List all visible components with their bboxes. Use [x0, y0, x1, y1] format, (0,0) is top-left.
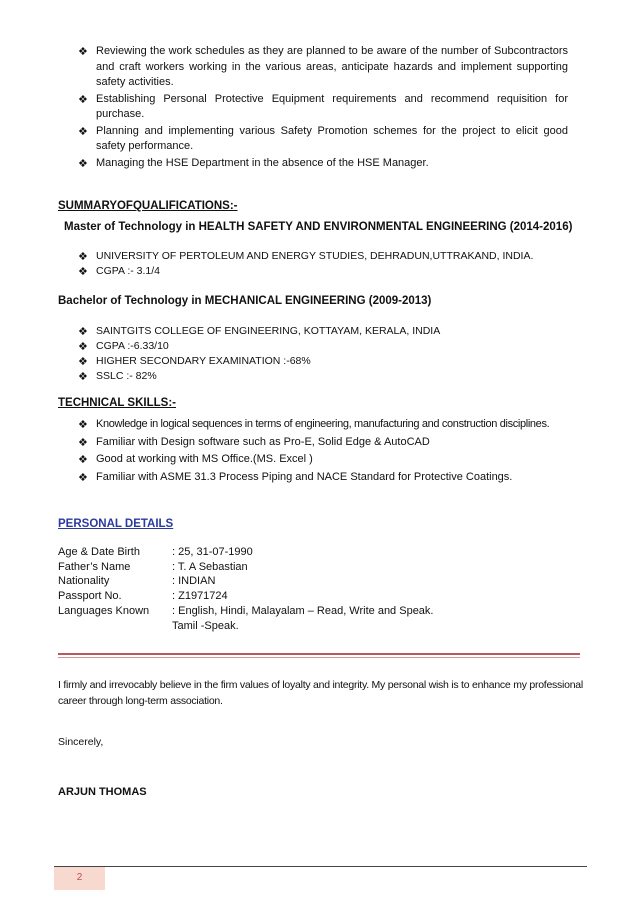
personal-label: Father’s Name — [58, 561, 131, 573]
list-item: ❖ Reviewing the work schedules as they are planned to be aware of the number of Subcontractors and craft workers working in the various areas, anticipate hazards and implement supporting safety activities. — [78, 45, 568, 88]
personal-label: Languages Known — [58, 605, 150, 617]
list-item: ❖ Familiar with Design software such as Pro-E, Solid Edge & AutoCAD — [78, 435, 430, 449]
footer-rule — [54, 866, 587, 867]
personal-label: Nationality — [58, 575, 110, 587]
diamond-bullet-icon: ❖ — [78, 418, 88, 431]
section-divider — [58, 653, 580, 655]
signature-name: ARJUN THOMAS — [58, 786, 147, 798]
list-item: ❖ Knowledge in logical sequences in terms of engineering, manufacturing and construction disciplines. — [78, 418, 550, 431]
diamond-bullet-icon: ❖ — [78, 265, 88, 278]
personal-label: Passport No. — [58, 590, 122, 602]
closing-text: Sincerely, — [58, 736, 104, 748]
diamond-bullet-icon: ❖ — [78, 92, 88, 106]
list-item: ❖ HIGHER SECONDARY EXAMINATION :-68% — [78, 355, 311, 368]
masters-title: Master of Technology in HEALTH SAFETY AND ENVIRONMENTAL ENGINEERING (2014-2016) — [64, 221, 573, 233]
diamond-bullet-icon: ❖ — [78, 340, 88, 353]
list-item: ❖ UNIVERSITY OF PERTOLEUM AND ENERGY STUDIES, DEHRADUN,UTTRAKAND, INDIA. — [78, 250, 534, 263]
list-item: ❖ SAINTGITS COLLEGE OF ENGINEERING, KOTTAYAM, KERALA, INDIA — [78, 325, 441, 338]
list-item: ❖ Managing the HSE Department in the absence of the HSE Manager. — [78, 156, 429, 170]
duties-list — [78, 44, 568, 171]
list-item: ❖ Establishing Personal Protective Equipment requirements and recommend requisition for purchase. — [78, 92, 568, 120]
list-item: ❖ CGPA :-6.33/10 — [78, 340, 169, 353]
personal-value: : English, Hindi, Malayalam – Read, Write and Speak. — [172, 605, 434, 617]
personal-value: : INDIAN — [172, 575, 216, 587]
diamond-bullet-icon: ❖ — [78, 325, 88, 338]
bachelors-list — [78, 324, 578, 384]
list-item: ❖ SSLC :- 82% — [78, 370, 157, 383]
list-item: ❖ Good at working with MS Office.(MS. Excel ) — [78, 453, 313, 466]
diamond-bullet-icon: ❖ — [78, 355, 88, 368]
diamond-bullet-icon: ❖ — [78, 470, 88, 484]
technical-skills-heading: TECHNICAL SKILLS:- — [58, 397, 176, 409]
diamond-bullet-icon: ❖ — [78, 250, 88, 263]
personal-value: : Z1971724 — [172, 590, 228, 602]
diamond-bullet-icon: ❖ — [78, 435, 88, 449]
diamond-bullet-icon: ❖ — [78, 45, 88, 58]
personal-value: Tamil -Speak. — [172, 620, 239, 632]
masters-list — [78, 249, 578, 279]
personal-value: : 25, 31-07-1990 — [172, 546, 253, 558]
list-item: ❖ Familiar with ASME 31.3 Process Piping and NACE Standard for Protective Coatings. — [78, 470, 513, 484]
diamond-bullet-icon: ❖ — [78, 124, 88, 138]
bachelors-title: Bachelor of Technology in MECHANICAL ENGINEERING (2009-2013) — [58, 295, 432, 307]
diamond-bullet-icon: ❖ — [78, 453, 88, 466]
personal-value: : T. A Sebastian — [172, 561, 248, 573]
qualifications-heading: SUMMARYOFQUALIFICATIONS:- — [58, 200, 238, 212]
list-item: ❖ CGPA :- 3.1/4 — [78, 265, 160, 278]
page-number-box — [54, 867, 105, 890]
technical-skills-list — [78, 417, 568, 485]
page-number: 2 — [76, 872, 83, 883]
declaration-text: I firmly and irrevocably believe in the firm values of loyalty and integrity. My personal wish is to enhance my professional career through long-term association. — [58, 679, 583, 707]
diamond-bullet-icon: ❖ — [78, 370, 88, 383]
list-item: ❖ Planning and implementing various Safety Promotion schemes for the project to elicit good safety performance. — [78, 124, 568, 152]
section-divider-thin — [58, 657, 580, 658]
diamond-bullet-icon: ❖ — [78, 156, 88, 170]
personal-label: Age & Date Birth — [58, 546, 140, 558]
personal-details-heading: PERSONAL DETAILS — [58, 518, 174, 530]
